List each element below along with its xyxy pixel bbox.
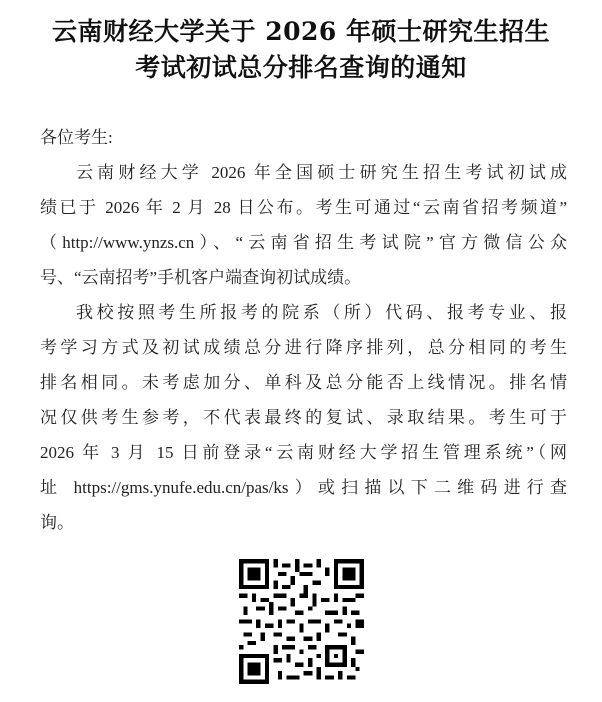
paragraph-2-line-7: 询。 <box>40 513 74 532</box>
paragraph-1-line-1: 云南财经大学 2026 年全国硕士研究生招生考试初试成 <box>76 163 567 182</box>
paragraph-2-line-1: 我校按照考生所报考的院系（所）代码、报考专业、报 <box>76 303 567 322</box>
qr-code[interactable] <box>239 558 364 685</box>
paragraph-1-line-4: 号、“云南招考”手机客户端查询初试成绩。 <box>40 268 362 287</box>
paragraph-1-line-3: （http://www.ynzs.cn）、“云南省招生考试院”官方微信公众 <box>40 233 567 252</box>
paragraph-2-line-5: 2026 年 3 月 15 日前登录“云南财经大学招生管理系统”（网 <box>40 443 567 462</box>
paragraph-1-line-2: 绩已于 2026 年 2 月 28 日公布。考生可通过“云南省招考频道” <box>40 198 567 217</box>
notice-title-line-2: 考试初试总分排名查询的通知 <box>135 53 467 82</box>
notice-title-line-1: 云南财经大学关于 2026 年硕士研究生招生 <box>52 17 550 46</box>
paragraph-2-line-2: 考学习方式及初试成绩总分进行降序排列，总分相同的考生 <box>40 338 567 357</box>
salutation: 各位考生: <box>40 128 113 147</box>
qr-code-icon <box>239 558 364 685</box>
paragraph-2-line-4: 况仅供考生参考，不代表最终的复试、录取结果。考生可于 <box>40 408 567 427</box>
paragraph-2-line-6: 址 https://gms.ynufe.edu.cn/pas/ks）或扫描以下二维码进行查 <box>40 478 567 497</box>
paragraph-2-line-3: 排名相同。未考虑加分、单科及总分能否上线情况。排名情 <box>40 373 567 392</box>
